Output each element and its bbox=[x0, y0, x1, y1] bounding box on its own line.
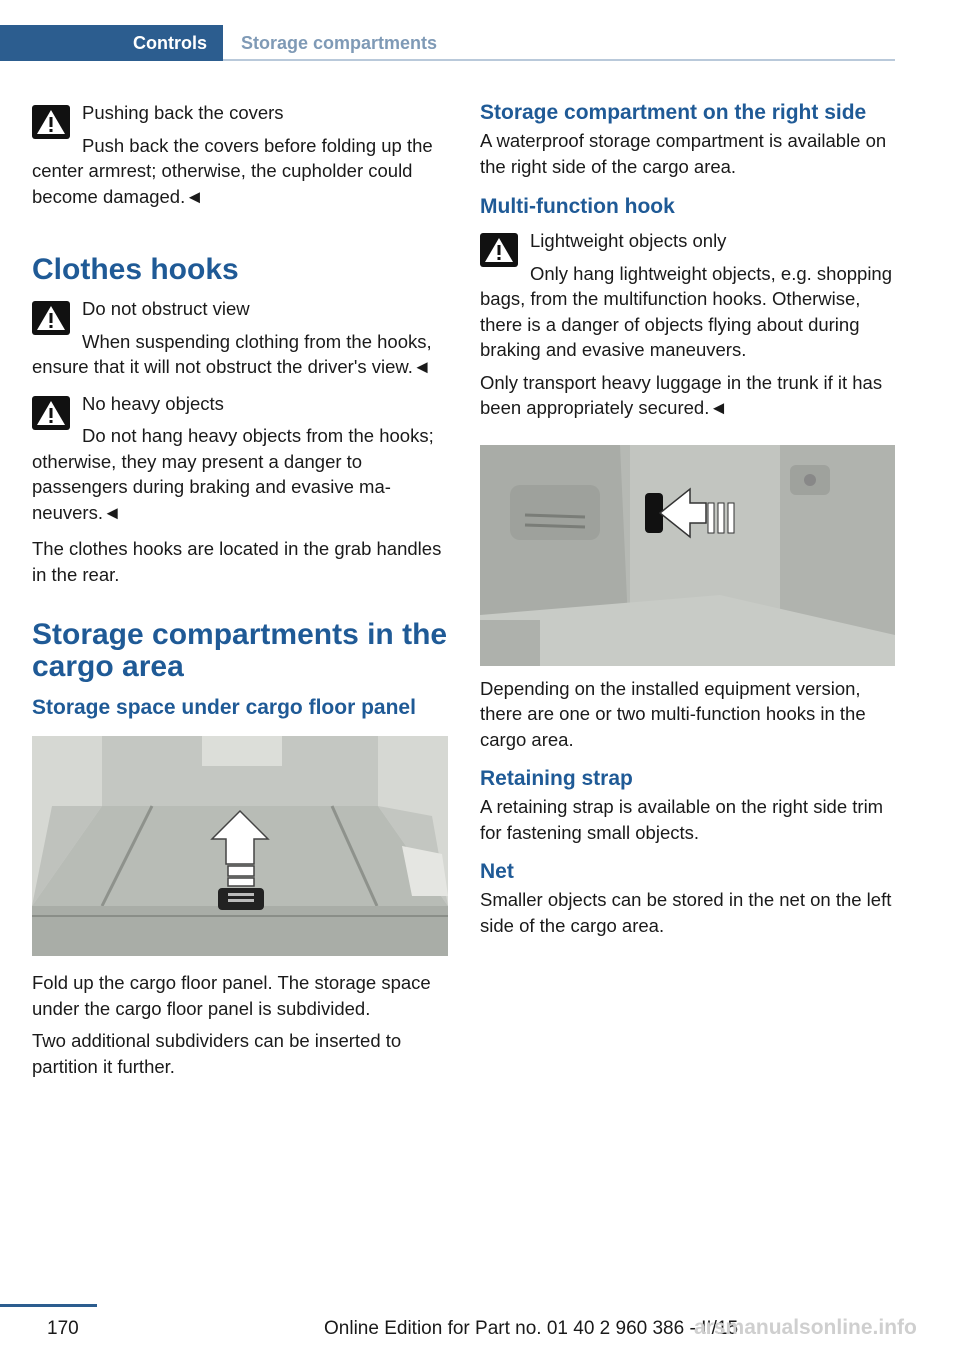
warning-triangle-icon bbox=[32, 105, 70, 139]
floor-panel-heading: Storage space under cargo floor panel bbox=[32, 696, 416, 719]
warning-heavy bbox=[32, 391, 448, 526]
warning-title: No heavy objects bbox=[82, 392, 224, 414]
warning-lightweight bbox=[480, 228, 896, 363]
retaining-strap-text: A retaining strap is available on the right side trim for fastening small objects. bbox=[480, 796, 884, 843]
warning-text: When suspending clothing from the hooks, ensure that it will not obstruct the driver's view.◄ bbox=[32, 330, 432, 377]
hook-text-1: Only transport heavy luggage in the trunk if it has been appropriately secured.◄ bbox=[480, 371, 883, 418]
left-column bbox=[32, 100, 448, 1079]
net-text: Smaller objects can be stored in the net on the left side of the cargo area. bbox=[480, 889, 892, 936]
header-divider bbox=[223, 59, 895, 61]
warning-text: Only hang lightweight objects, e.g. shopping bags, from the multifunction hooks. Otherwise, there is a danger of objects flying about during braking and evasive maneuvers. bbox=[480, 262, 893, 360]
warning-title: Do not obstruct view bbox=[82, 298, 250, 319]
multi-function-hook-heading: Multi-function hook bbox=[480, 195, 675, 218]
net-heading: Net bbox=[480, 860, 514, 883]
floor-panel-text-1: Fold up the cargo floor panel. The storage space under the cargo floor panel is subdivided. bbox=[32, 972, 431, 1019]
warning-text: Push back the covers before folding up the center armrest; otherwise, the cupholder could become damaged.◄ bbox=[32, 134, 433, 207]
warning-triangle-icon bbox=[32, 301, 70, 335]
retaining-strap-heading: Retaining strap bbox=[480, 767, 633, 790]
watermark: arsmanualsonline.info bbox=[694, 1316, 917, 1339]
page-number: 170 bbox=[47, 1318, 79, 1339]
warning-title: Pushing back the covers bbox=[82, 102, 284, 123]
right-compartment-text: A waterproof storage compartment is available on the right side of the cargo area. bbox=[480, 130, 887, 177]
edition-info: Online Edition for Part no. 01 40 2 960 386 - II/15 bbox=[324, 1318, 739, 1339]
right-compartment-heading: Storage compartment on the right side bbox=[480, 101, 867, 124]
cargo-area-heading: Storage compartments in the cargo area bbox=[32, 618, 448, 683]
warning-triangle-icon bbox=[32, 396, 70, 430]
warning-triangle-icon bbox=[480, 233, 518, 267]
warning-cupholder bbox=[32, 100, 448, 209]
footer-divider bbox=[0, 1304, 97, 1307]
chapter-tab[interactable]: Controls bbox=[0, 25, 223, 61]
page-header bbox=[0, 25, 895, 61]
warning-title: Lightweight objects only bbox=[530, 230, 727, 251]
multi-function-hook-illustration bbox=[480, 445, 895, 666]
floor-panel-text-2: Two additional subdividers can be inserted to partition it further. bbox=[32, 1030, 402, 1077]
right-column bbox=[480, 100, 896, 938]
warning-view bbox=[32, 296, 448, 380]
section-title[interactable]: Storage compartments bbox=[241, 33, 438, 53]
clothes-hooks-heading: Clothes hooks bbox=[32, 253, 239, 286]
cargo-floor-illustration bbox=[32, 736, 448, 956]
hook-text-2: Depending on the installed equipment version, there are one or two multi-function hooks in the cargo area. bbox=[480, 677, 866, 750]
clothes-hooks-location: The clothes hooks are located in the grab handles in the rear. bbox=[32, 538, 442, 585]
warning-text: Do not hang heavy objects from the hooks; otherwise, they may present a danger to passengers during braking and evasive maneuvers.◄ bbox=[32, 425, 434, 523]
